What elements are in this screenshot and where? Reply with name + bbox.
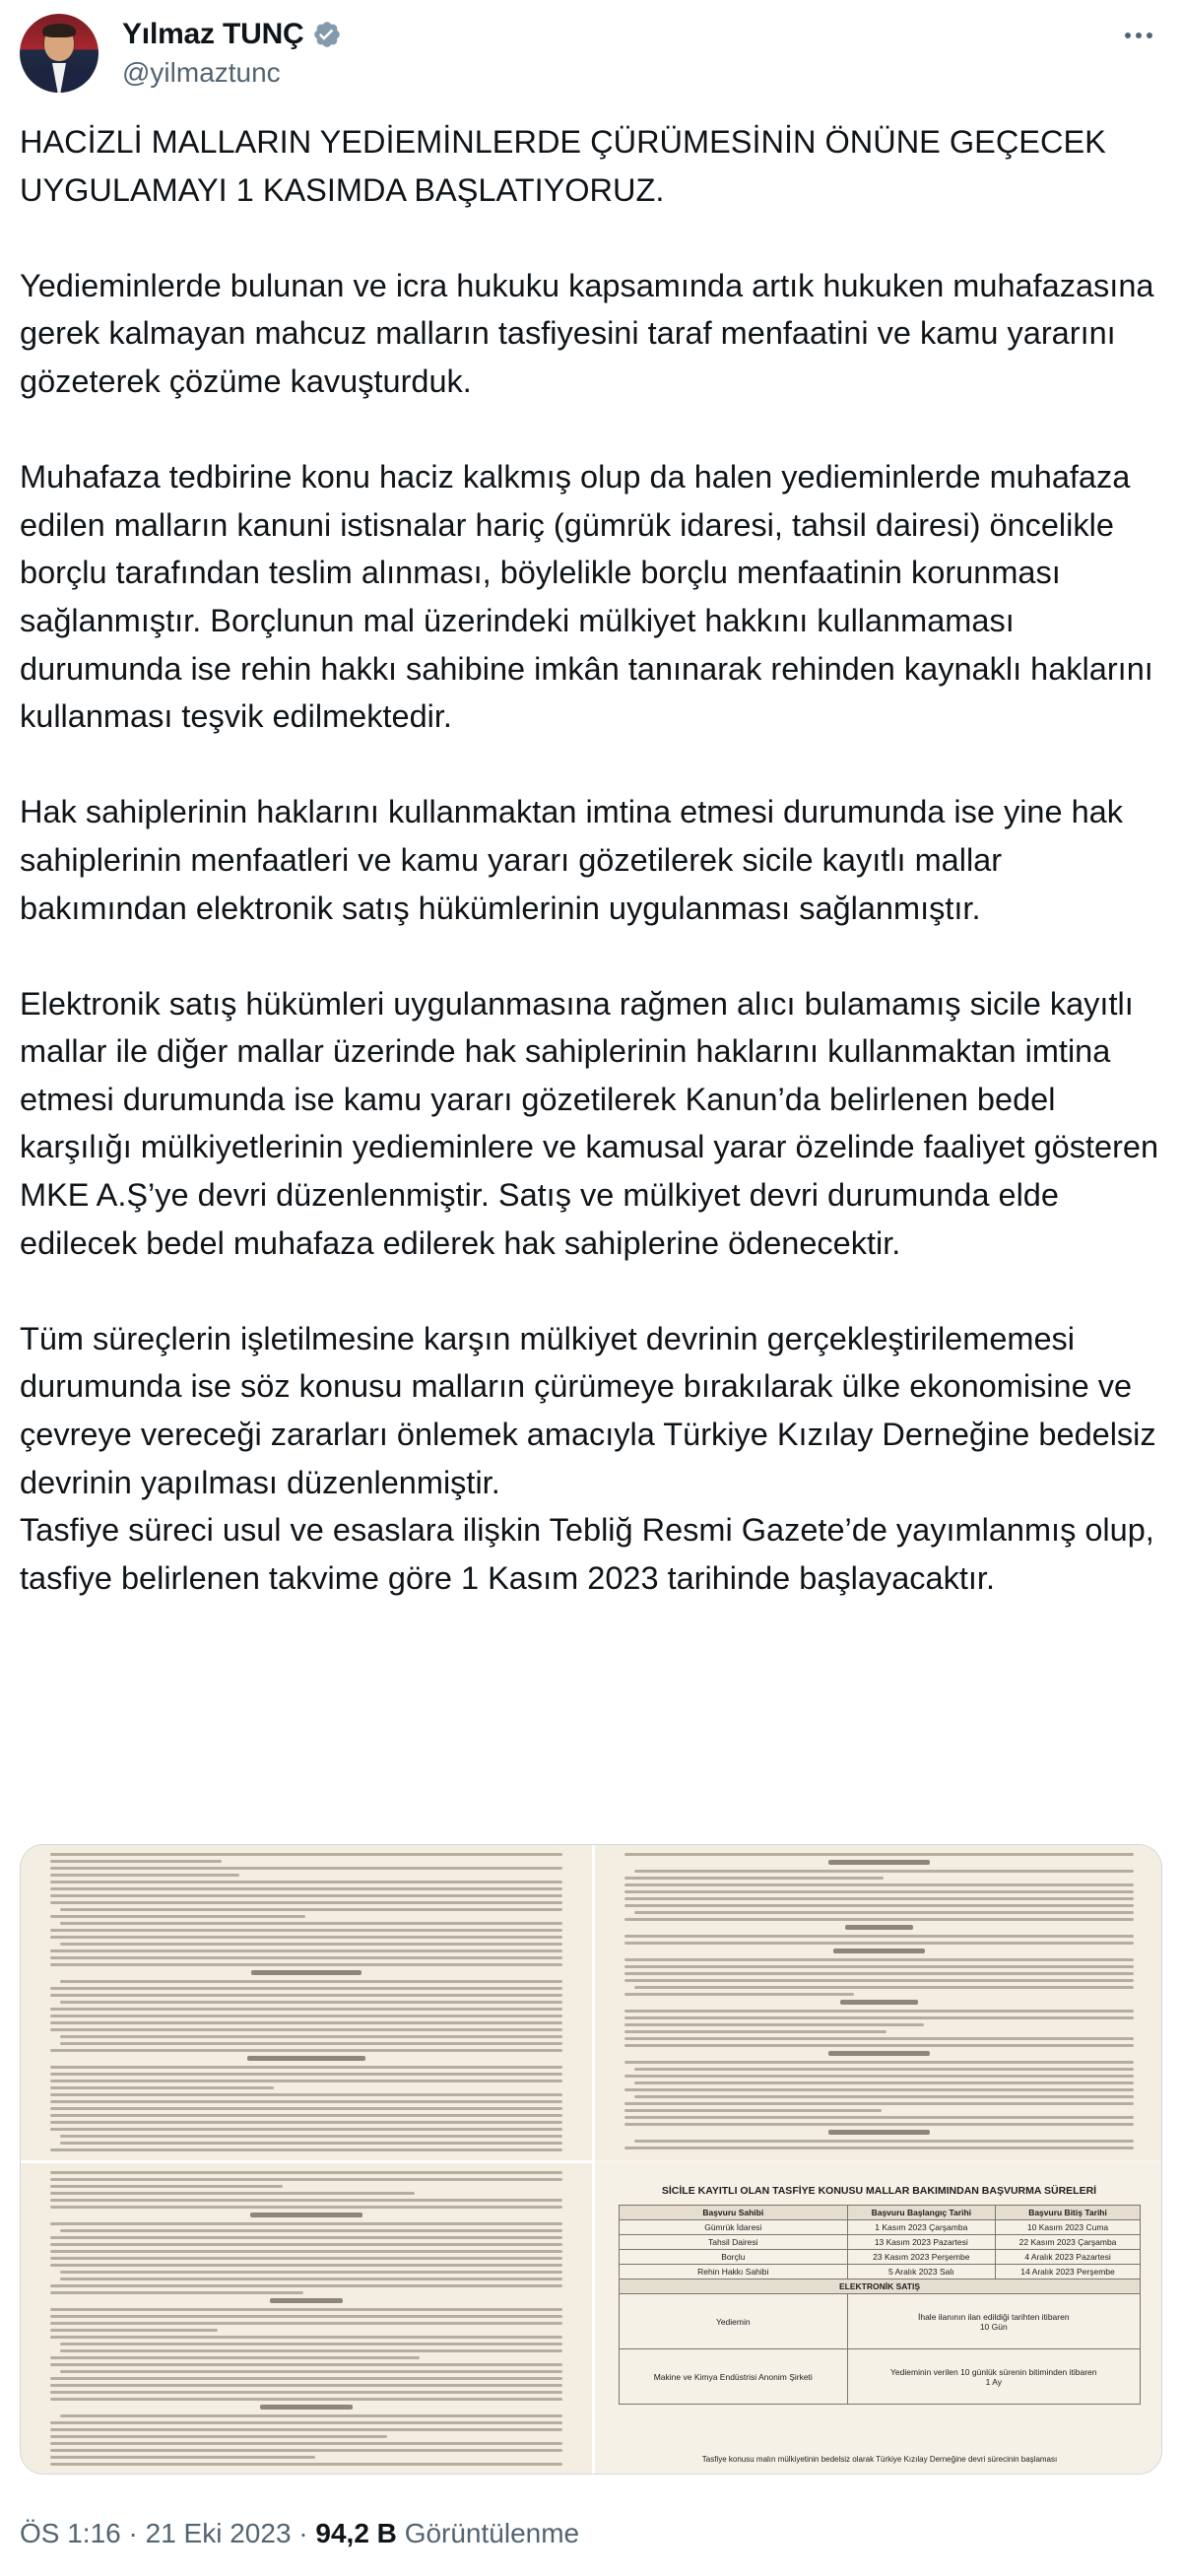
tweet-time[interactable]: ÖS 1:16 bbox=[20, 2518, 121, 2548]
verified-badge-icon bbox=[312, 20, 342, 49]
avatar[interactable] bbox=[20, 14, 98, 93]
sales-section-title: ELEKTRONİK SATIŞ bbox=[620, 2279, 1141, 2294]
meta-separator: · bbox=[298, 2518, 308, 2548]
table-header: Başvuru Bitiş Tarihi bbox=[996, 2206, 1141, 2220]
table-footer-note: Tasfiye konusu malın mülkiyetinin bedelsiz olarak Türkiye Kızılay Derneğine devri sürecinin başlaması bbox=[701, 2455, 1058, 2464]
author-handle[interactable]: @yilmaztunc bbox=[122, 57, 281, 88]
tweet-header bbox=[0, 0, 1182, 99]
more-dot-icon bbox=[1147, 33, 1152, 38]
author-name-row[interactable] bbox=[122, 18, 342, 51]
periods-table bbox=[619, 2205, 1141, 2405]
document-page-image[interactable] bbox=[595, 1845, 1162, 2160]
table-title: SİCİLE KAYITLI OLAN TASFİYE KONUSU MALLAR BAKIMINDAN BAŞVURMA SÜRELERİ bbox=[661, 2185, 1097, 2197]
document-page-image[interactable] bbox=[21, 2163, 592, 2475]
application-periods-table-image[interactable] bbox=[595, 2163, 1162, 2475]
table-header: Başvuru Sahibi bbox=[620, 2206, 848, 2220]
more-dot-icon bbox=[1125, 33, 1131, 38]
table-row: Makine ve Kimya Endüstrisi Anonim Şirketi Yedieminin verilen 10 günlük sürenin bitiminden itibaren 1 Ay bbox=[620, 2349, 1141, 2405]
document-page-image[interactable] bbox=[21, 1845, 592, 2160]
meta-separator: · bbox=[128, 2518, 138, 2548]
table-row: Borçlu 23 Kasım 2023 Perşembe 4 Aralık 2023 Pazartesi bbox=[620, 2250, 1141, 2265]
tweet-text: HACİZLİ MALLARIN YEDİEMİNLERDE ÇÜRÜMESİNİN ÖNÜNE GEÇECEK UYGULAMAYI 1 KASIMDA BAŞLATIYORUZ. Yedieminlerde bulunan ve icra hukuku kapsamında artık hukuken muhafazasına gerek kalmayan mahcuz malların tasfiyesini taraf menfaatini ve kamu yararını gözeterek çözüme kavuşturduk. Muhafaza tedbirine konu haciz kalkmış olup da halen yedieminlerde muhafaza edilen malların kanuni istisnalar hariç (gümrük idaresi, tahsil dairesi) öncelikle borçlu tarafından teslim alınması, böylelikle borçlu menfaatinin korunması sağlanmıştır. Borçlunun mal üzerindeki mülkiyet hakkını kullanmaması durumunda ise rehin hakkı sahibine imkân tanınarak rehinden kaynaklı haklarını kullanması teşvik edilmektedir. Hak sahiplerinin haklarını kullanmaktan imtina etmesi durumunda ise yine hak sahiplerinin menfaatleri ve kamu yararı gözetilerek sicile kayıtlı mallar bakımından elektronik satış hükümlerinin uygulanması sağlanmıştır. Elektronik satış hükümleri uygulanmasına rağmen alıcı bulamamış sicile kayıtlı mallar ile diğer mallar üzerinde hak sahiplerinin haklarını kullanmaktan imtina etmesi durumunda ise kamu yararı gözetilerek Kanun’da belirlenen bedel karşılığı mülkiyetlerinin yedieminlere ve kamusal yarar özelinde faaliyet gösteren MKE A.Ş’ye devri düzenlenmiştir. Satış ve mülkiyet devri durumunda elde edilecek bedel muhafaza edilerek hak sahiplerine ödenecektir. Tüm süreçlerin işletilmesine karşın mülkiyet devrinin gerçekleştirilememesi durumunda ise söz konusu malların çürümeye bırakılarak ülke ekonomisine ve çevreye vereceği zararları önlemek amacıyla Türkiye Kızılay Derneğine bedelsiz devrinin yapılması düzenlenmiştir. Tasfiye süreci usul ve esaslara ilişkin Tebliğ Resmi Gazete’de yayımlanmış olup, tasfiye belirlenen takvime göre 1 Kasım 2023 tarihinde başlayacaktır. bbox=[20, 124, 1159, 1596]
table-header: Başvuru Başlangıç Tarihi bbox=[847, 2206, 996, 2220]
table-row: Gümrük İdaresi 1 Kasım 2023 Çarşamba 10 Kasım 2023 Cuma bbox=[620, 2220, 1141, 2235]
table-row: Rehin Hakkı Sahibi 5 Aralık 2023 Salı 14 Aralık 2023 Perşembe bbox=[620, 2265, 1141, 2279]
tweet-date[interactable]: 21 Eki 2023 bbox=[145, 2518, 292, 2548]
tweet-media[interactable] bbox=[20, 1844, 1162, 2475]
more-dot-icon bbox=[1136, 33, 1142, 38]
views-count: 94,2 B bbox=[315, 2518, 397, 2548]
author-display-name[interactable]: Yılmaz TUNÇ bbox=[122, 18, 304, 50]
table-row: Tahsil Dairesi 13 Kasım 2023 Pazartesi 22 Kasım 2023 Çarşamba bbox=[620, 2235, 1141, 2250]
table-row: Yediemin İhale ilanının ilan edildiği tarihten itibaren 10 Gün bbox=[620, 2294, 1141, 2349]
more-options-button[interactable] bbox=[1117, 20, 1160, 51]
tweet-meta bbox=[20, 2518, 579, 2549]
views-label: Görüntülenme bbox=[404, 2518, 580, 2548]
